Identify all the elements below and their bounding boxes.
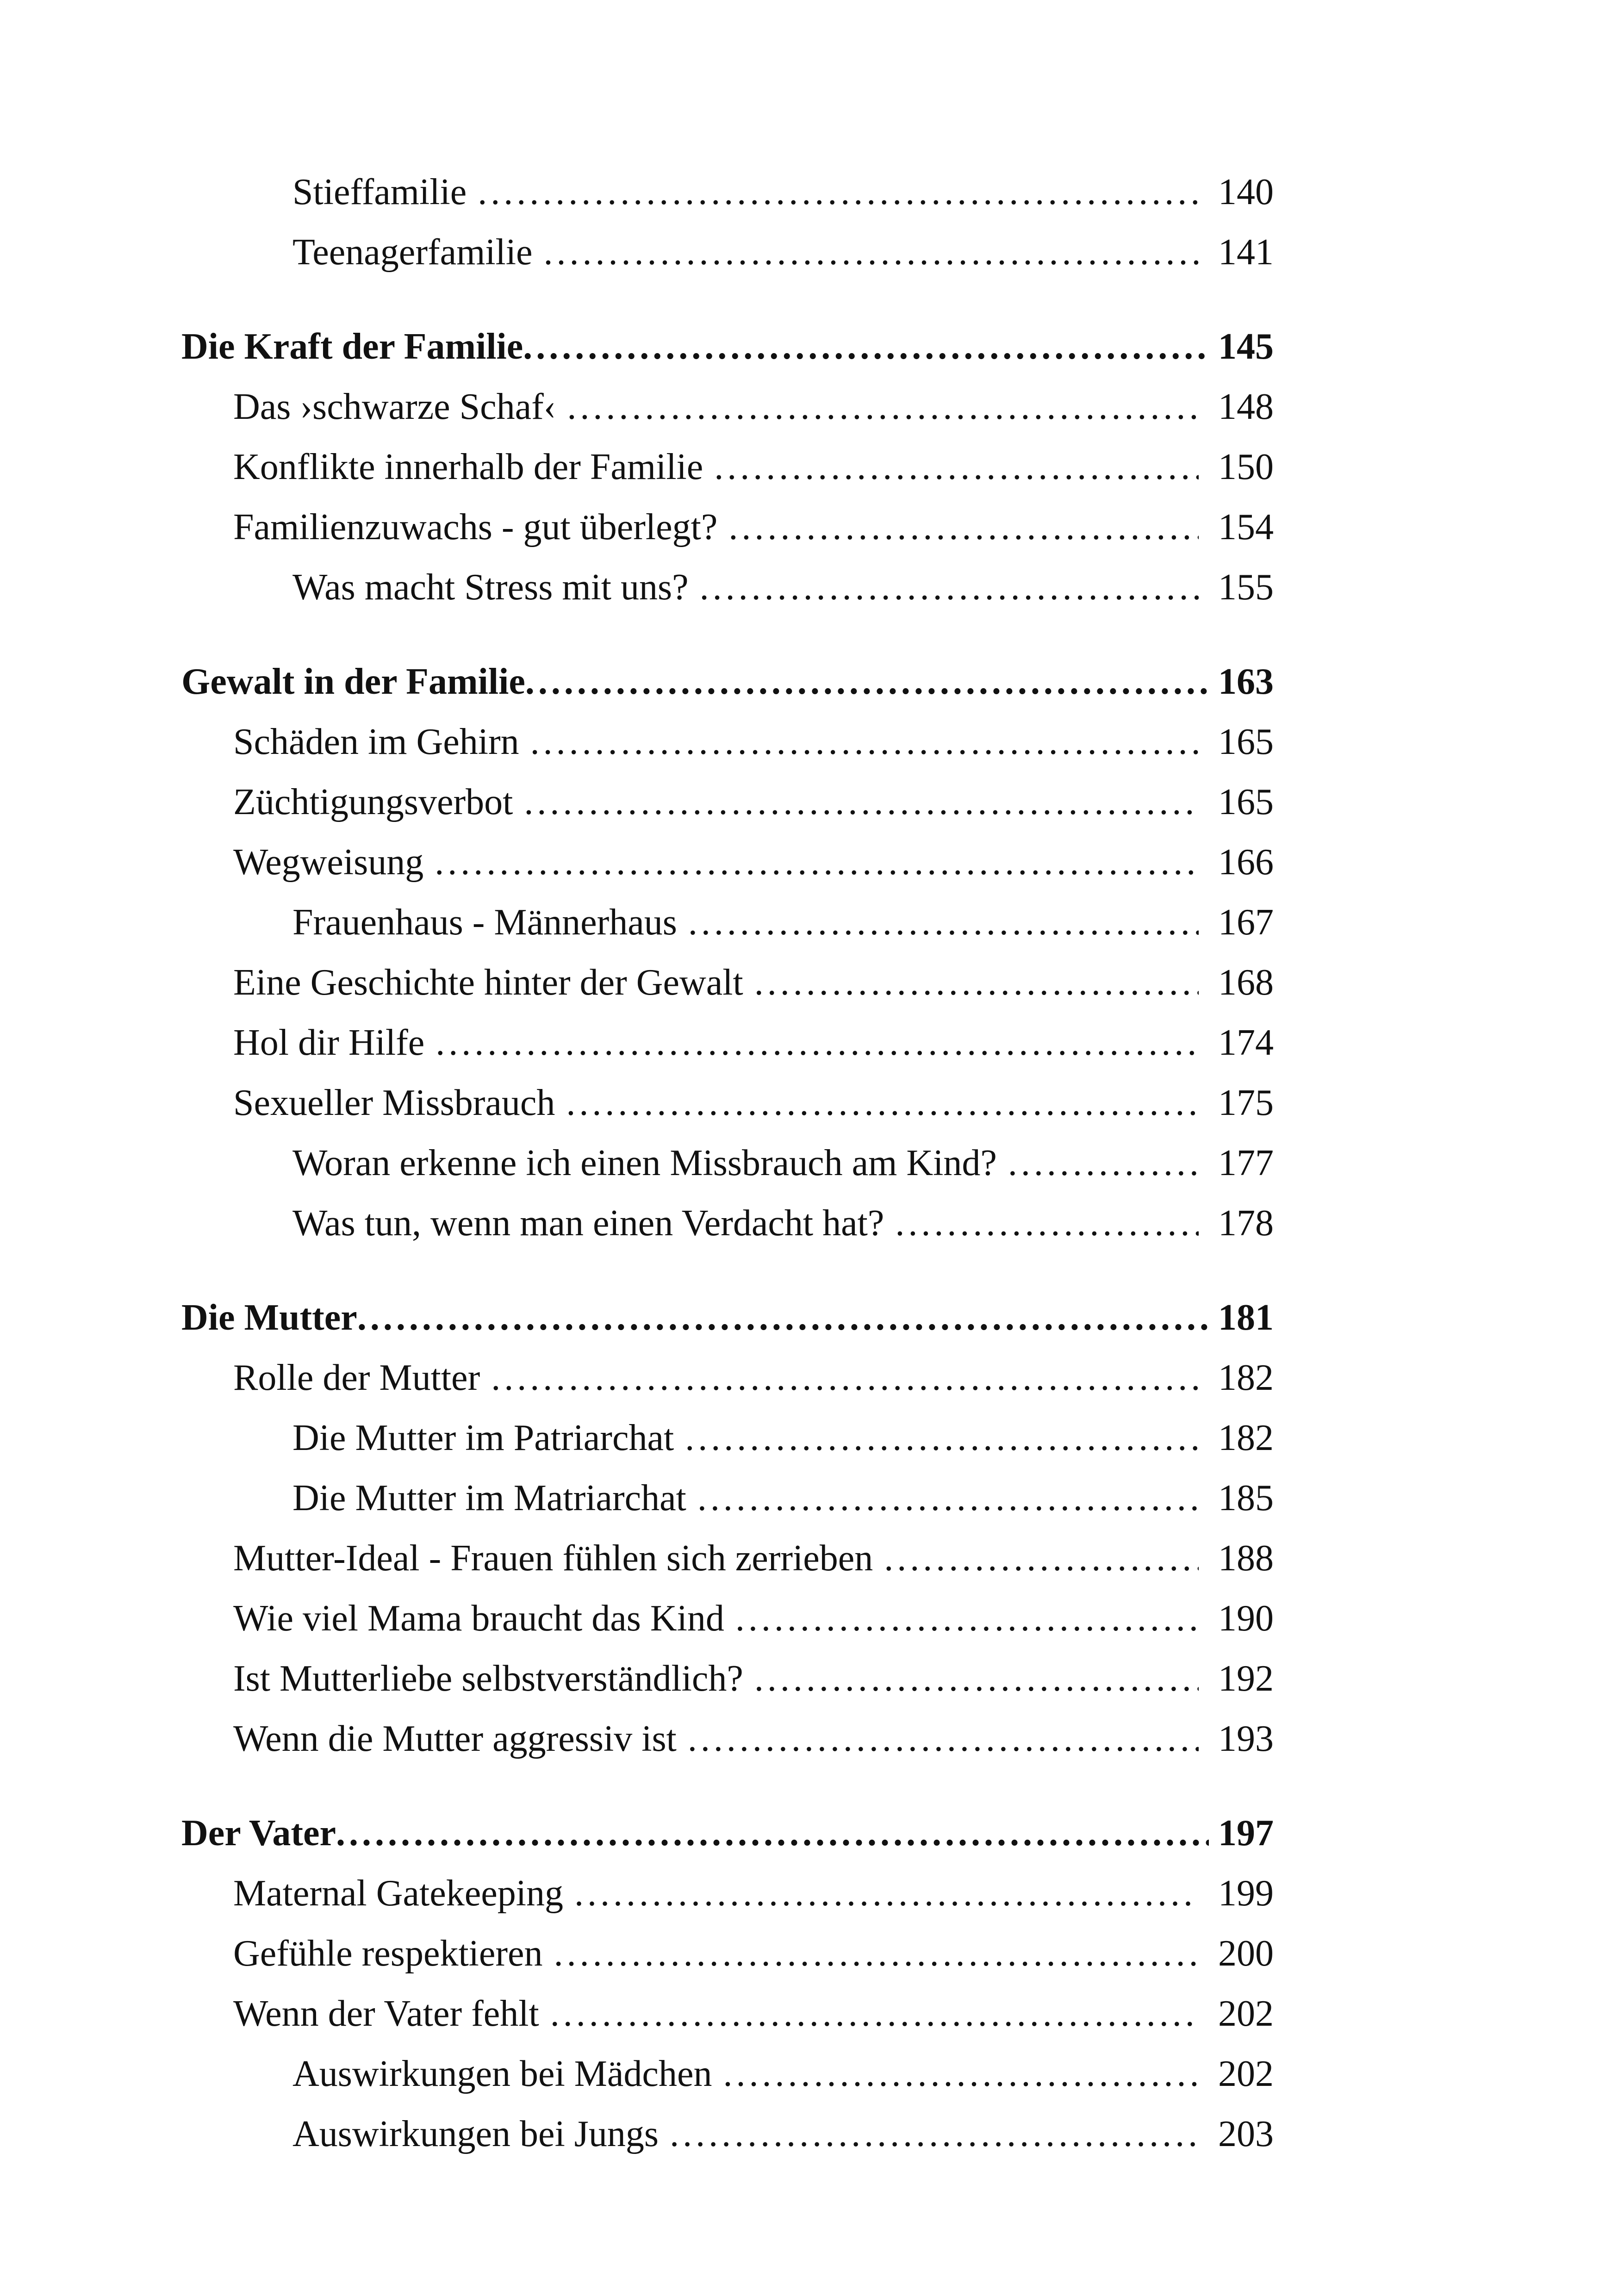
toc-entry [181,2104,1274,2164]
toc-entry-label: Züchtigungsverbot [233,782,513,822]
toc-section-header [181,652,1274,712]
toc-entry-page: 190 [1218,1598,1274,1639]
toc-entry-page: 175 [1218,1083,1274,1123]
toc-entry-page: 148 [1218,386,1274,427]
dot-leader [525,652,1209,712]
toc-entry [181,1013,1274,1073]
toc-entry-page: 168 [1218,962,1274,1003]
toc-entry-page: 202 [1218,2053,1274,2094]
toc-entry-label: Ist Mutterliebe selbstverständlich? [233,1658,743,1699]
toc-entry [181,1923,1274,1984]
dot-leader [754,952,1199,1013]
dot-leader [1008,1133,1199,1193]
toc-entry-label: Gefühle respektieren [233,1933,543,1974]
toc-entry [181,1348,1274,1408]
toc-entry-label: Das ›schwarze Schaf‹ [233,386,556,427]
toc-entry-label: Familienzuwachs - gut überlegt? [233,507,718,548]
toc-entry [181,162,1274,222]
toc-entry-label: Maternal Gatekeeping [233,1873,564,1914]
toc-entry-page: 154 [1218,507,1274,548]
toc-entry-page: 181 [1218,1297,1274,1338]
dot-leader [554,1923,1199,1984]
toc-entry-page: 165 [1218,722,1274,762]
toc-entry [181,1649,1274,1709]
dot-leader [723,2044,1198,2104]
toc-entry-label: Wie viel Mama braucht das Kind [233,1598,724,1639]
dot-leader [435,832,1198,892]
toc-entry-label: Sexueller Missbrauch [233,1083,555,1123]
dot-leader [728,497,1198,557]
dot-leader [566,1073,1198,1133]
toc-entry-page: 200 [1218,1933,1274,1974]
toc-entry-label: Schäden im Gehirn [233,722,519,762]
toc-entry-label: Wenn der Vater fehlt [233,1993,539,2034]
toc-entry [181,1073,1274,1133]
toc-entry-label: Frauenhaus - Männerhaus [292,902,677,943]
dot-leader [688,892,1199,952]
toc-entry [181,832,1274,892]
toc-section-title: Gewalt in der Familie [181,661,525,702]
toc-entry-page: 155 [1218,567,1274,608]
toc [181,162,1274,2164]
dot-leader [754,1649,1199,1709]
toc-entry [181,952,1274,1013]
toc-entry-page: 182 [1218,1357,1274,1398]
dot-leader [491,1348,1198,1408]
toc-entry-label: Wenn die Mutter aggressiv ist [233,1718,677,1759]
toc-section-header [181,1803,1274,1863]
toc-entry-page: 145 [1218,326,1274,367]
toc-entry-page: 141 [1218,232,1274,273]
toc-entry-page: 192 [1218,1658,1274,1699]
dot-leader [714,437,1198,497]
toc-entry [181,437,1274,497]
toc-entry-page: 163 [1218,661,1274,702]
toc-section-title: Der Vater [181,1813,336,1854]
toc-entry-page: 178 [1218,1203,1274,1244]
toc-entry-page: 188 [1218,1538,1274,1579]
toc-entry-page: 182 [1218,1418,1274,1458]
dot-leader [524,772,1198,832]
toc-section-title: Die Kraft der Familie [181,326,523,367]
toc-entry [181,1709,1274,1769]
toc-entry [181,557,1274,617]
dot-leader [697,1468,1199,1528]
toc-entry [181,2044,1274,2104]
toc-entry [181,892,1274,952]
toc-entry [181,1528,1274,1588]
toc-entry [181,497,1274,557]
dot-leader [336,1803,1209,1863]
dot-leader [567,377,1198,437]
toc-entry-label: Was tun, wenn man einen Verdacht hat? [292,1203,884,1244]
toc-entry-page: 202 [1218,1993,1274,2034]
toc-entry-label: Mutter-Ideal - Frauen fühlen sich zerrieben [233,1538,873,1579]
dot-leader [574,1863,1199,1923]
dot-leader [884,1528,1198,1588]
toc-entry-label: Rolle der Mutter [233,1357,480,1398]
toc-entry-page: 199 [1218,1873,1274,1914]
toc-entry-label: Wegweisung [233,842,424,883]
dot-leader [544,222,1199,282]
dot-leader [735,1588,1199,1649]
toc-entry [181,1863,1274,1923]
toc-entry [181,772,1274,832]
toc-entry-page: 174 [1218,1022,1274,1063]
toc-section-header [181,317,1274,377]
toc-entry-page: 203 [1218,2114,1274,2154]
toc-entry-page: 177 [1218,1143,1274,1183]
toc-entry [181,377,1274,437]
toc-entry-page: 140 [1218,172,1274,212]
toc-entry-label: Auswirkungen bei Mädchen [292,2053,712,2094]
dot-leader [523,317,1209,377]
toc-entry-label: Eine Geschichte hinter der Gewalt [233,962,743,1003]
toc-entry-label: Was macht Stress mit uns? [292,567,689,608]
toc-entry-label: Auswirkungen bei Jungs [292,2114,659,2154]
toc-entry-label: Die Mutter im Patriarchat [292,1418,674,1458]
toc-entry-page: 167 [1218,902,1274,943]
toc-entry [181,1588,1274,1649]
toc-entry-label: Woran erkenne ich einen Missbrauch am Kind? [292,1143,997,1183]
dot-leader [700,557,1199,617]
toc-entry [181,1468,1274,1528]
toc-entry [181,1133,1274,1193]
toc-entry [181,222,1274,282]
toc-entry-label: Teenagerfamilie [292,232,533,273]
toc-entry [181,712,1274,772]
toc-entry-page: 165 [1218,782,1274,822]
book-page [181,162,1274,2164]
toc-entry-page: 166 [1218,842,1274,883]
toc-entry [181,1193,1274,1253]
toc-entry-page: 185 [1218,1478,1274,1518]
toc-entry-page: 197 [1218,1813,1274,1854]
toc-section-header [181,1288,1274,1348]
dot-leader [550,1984,1199,2044]
dot-leader [670,2104,1199,2164]
dot-leader [530,712,1199,772]
dot-leader [436,1013,1198,1073]
toc-entry-label: Hol dir Hilfe [233,1022,425,1063]
dot-leader [895,1193,1198,1253]
dot-leader [688,1709,1199,1769]
toc-entry-page: 150 [1218,447,1274,487]
toc-entry [181,1408,1274,1468]
dot-leader [685,1408,1198,1468]
toc-entry-label: Die Mutter im Matriarchat [292,1478,686,1518]
toc-entry-label: Stieffamilie [292,172,467,212]
dot-leader [478,162,1198,222]
toc-entry-page: 193 [1218,1718,1274,1759]
dot-leader [357,1288,1209,1348]
toc-entry-label: Konflikte innerhalb der Familie [233,447,703,487]
toc-entry [181,1984,1274,2044]
toc-section-title: Die Mutter [181,1297,357,1338]
